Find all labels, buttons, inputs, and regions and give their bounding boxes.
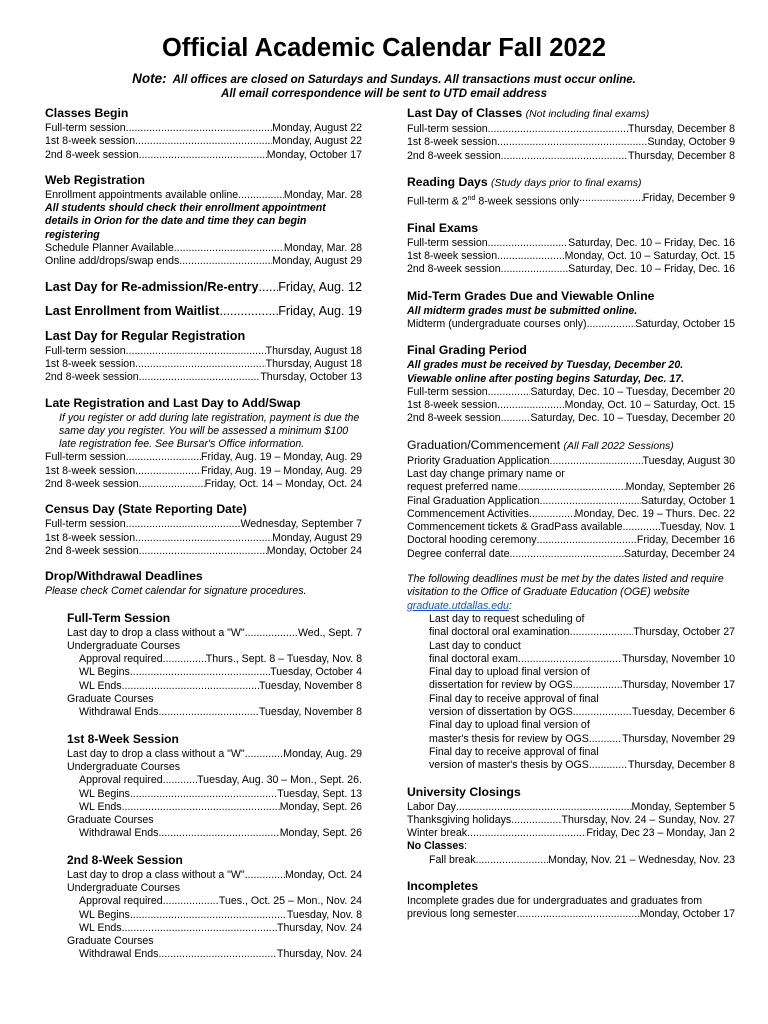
row-label: version of master's thesis by OGS xyxy=(429,759,589,772)
date-row xyxy=(407,908,735,921)
row-label: Online add/drops/swap ends xyxy=(45,255,180,268)
row-date: Thursday, October 27 xyxy=(633,626,735,639)
date-row xyxy=(407,679,735,692)
row-label: 1st 8-week session xyxy=(45,135,136,148)
final-grading-heading: Final Grading Period xyxy=(407,343,527,358)
census-day-section xyxy=(45,502,362,558)
row-date: Thursday, December 8 xyxy=(628,123,735,135)
full-term-session-heading: Full-Term Session xyxy=(67,610,171,625)
row-label: Approval required xyxy=(79,774,163,787)
row-date: Thursday, December 8 xyxy=(628,759,735,772)
row-label: Midterm (undergraduate courses only) xyxy=(407,317,587,330)
date-row xyxy=(407,237,735,250)
row-date: Thursday, November 17 xyxy=(622,679,735,692)
row-date: Monday, October 24 xyxy=(266,544,362,557)
date-row xyxy=(407,521,735,534)
row-date: Monday, August 29 xyxy=(272,255,362,268)
row-date: Thursday, October 13 xyxy=(260,371,362,384)
row-date: Monday, Oct. 24 xyxy=(285,868,362,881)
row-label: Full-term session xyxy=(45,344,126,357)
final-grading-note-1: All grades must be received by Tuesday, December 20. xyxy=(407,359,684,372)
undergraduate-courses-label: Undergraduate Courses xyxy=(67,639,181,652)
row-label: 1st 8-week session xyxy=(45,531,136,544)
date-row xyxy=(407,706,735,719)
row-date: Friday, Aug. 19 – Monday, Aug. 29 xyxy=(201,464,362,477)
date-row xyxy=(407,653,735,666)
row-label xyxy=(407,192,579,209)
note-line-2: All email correspondence will be sent to UTD email address xyxy=(221,88,547,100)
date-row xyxy=(407,136,735,149)
date-row xyxy=(45,895,362,908)
date-row xyxy=(45,518,362,531)
midterm-note: All midterm grades must be submitted online. xyxy=(407,304,638,317)
row-label: version of dissertation by OGS xyxy=(429,706,573,719)
classes-begin-section xyxy=(45,106,362,162)
row-label: 1st 8-week session xyxy=(45,464,136,477)
row-label: 1st 8-week session xyxy=(407,136,498,149)
row-label: final doctoral exam xyxy=(429,652,518,665)
date-row xyxy=(407,455,735,468)
date-row xyxy=(407,814,735,827)
row-date: Friday, Dec 23 – Monday, Jan 2 xyxy=(586,827,735,840)
row-label: WL Ends xyxy=(79,921,122,934)
date-row xyxy=(45,666,362,679)
no-classes-label: No Classes xyxy=(407,840,465,853)
date-row xyxy=(45,869,362,882)
row-label: Last Day for Re-admission/Re-entry xyxy=(45,279,259,294)
web-registration-heading: Web Registration xyxy=(45,172,145,187)
row-date: Saturday, Dec. 10 – Friday, Dec. 16 xyxy=(568,263,735,276)
date-row xyxy=(45,451,362,464)
oge-item-line: Last day to conduct xyxy=(429,639,521,652)
date-row xyxy=(407,801,735,814)
date-row xyxy=(407,412,735,425)
reading-days-heading: Reading Days xyxy=(407,174,488,189)
date-row xyxy=(407,250,735,263)
row-date: Friday, Aug. 19 – Monday, Aug. 29 xyxy=(201,451,362,464)
date-row xyxy=(407,508,735,521)
reading-days-section xyxy=(407,175,735,209)
date-row xyxy=(45,827,362,840)
date-row xyxy=(45,909,362,922)
row-date: Sunday, October 9 xyxy=(647,136,735,149)
enrollment-appointment-note: All students should check their enrollment appointment details in Orion for the date and time they can begin registering xyxy=(45,202,326,241)
date-row xyxy=(45,948,362,961)
row-date: Thurs., Sept. 8 – Tuesday, Nov. 8 xyxy=(205,653,362,666)
graduation-subtitle: (All Fall 2022 Sessions) xyxy=(563,439,674,452)
no-classes-line xyxy=(407,840,735,853)
row-date: Friday, Aug. 12 xyxy=(278,279,362,294)
undergraduate-courses-label: Undergraduate Courses xyxy=(67,760,181,773)
oge-item-line: Final day to upload final version of xyxy=(429,719,590,732)
row-date: Monday, Dec. 19 – Thurs. Dec. 22 xyxy=(574,507,735,520)
page-title: Official Academic Calendar Fall 2022 xyxy=(161,34,607,62)
row-date: Saturday, Dec. 10 – Friday, Dec. 16 xyxy=(568,236,735,249)
row-date: Monday, Aug. 29 xyxy=(283,747,362,760)
row-date: Thursday, Nov. 24 xyxy=(277,921,362,934)
second-8-week-heading: 2nd 8-Week Session xyxy=(67,852,183,867)
row-date: Friday, Aug. 19 xyxy=(278,303,362,318)
date-row xyxy=(407,548,735,561)
row-label: 2nd 8-week session xyxy=(45,544,139,557)
date-row xyxy=(45,653,362,666)
row-label: Commencement tickets & GradPass available xyxy=(407,521,623,534)
date-row xyxy=(45,706,362,719)
incompletes-line: Incomplete grades due for undergraduates and graduates from xyxy=(407,895,703,907)
row-date: Monday, Sept. 26 xyxy=(279,827,362,840)
university-closings-heading: University Closings xyxy=(407,784,521,799)
date-row xyxy=(45,748,362,761)
drop-withdrawal-note: Please check Comet calendar for signature procedures. xyxy=(45,585,307,598)
row-date: Tuesday, August 30 xyxy=(642,454,735,467)
oge-intro-text: The following deadlines must be met by the dates listed and require visitation to the Office of Graduate Education (OGE) website xyxy=(407,573,724,599)
date-row xyxy=(45,189,362,202)
final-grading-section xyxy=(407,343,735,425)
row-label: 2nd 8-week session xyxy=(407,263,501,276)
row-date: Monday, October 17 xyxy=(639,908,735,921)
last-day-classes-heading: Last Day of Classes xyxy=(407,106,523,120)
row-label: Last day to drop a class without a "W" xyxy=(67,868,245,881)
final-exams-section xyxy=(407,221,735,277)
row-label: Full-term session xyxy=(45,451,126,464)
change-name-line: Last day change primary name or xyxy=(407,467,565,480)
row-date: Tuesday, November 8 xyxy=(258,679,362,692)
row-label: final doctoral oral examination xyxy=(429,626,570,639)
regular-registration-heading: Last Day for Regular Registration xyxy=(45,328,246,343)
date-row xyxy=(407,481,735,494)
university-closings-section xyxy=(407,785,735,867)
row-date: Saturday, December 24 xyxy=(623,547,735,560)
row-label: WL Ends xyxy=(79,800,122,813)
row-date: Wed., Sept. 7 xyxy=(298,626,362,639)
row-date: Monday, Nov. 21 – Wednesday, Nov. 23 xyxy=(548,853,735,866)
date-row xyxy=(407,399,735,412)
row-date: Tuesday, November 8 xyxy=(258,706,362,719)
graduation-heading: Graduation/Commencement xyxy=(407,437,561,452)
row-date: Friday, December 9 xyxy=(642,191,735,204)
midterm-heading: Mid-Term Grades Due and Viewable Online xyxy=(407,288,655,303)
row-date: Tuesday, Nov. 8 xyxy=(286,908,362,921)
row-label: Thanksgiving holidays xyxy=(407,813,512,826)
oge-item-line: Final day to upload final version of xyxy=(429,666,590,679)
graduate-courses-label: Graduate Courses xyxy=(67,814,154,827)
incompletes-heading: Incompletes xyxy=(407,879,479,893)
row-date: Saturday, October 15 xyxy=(635,317,735,330)
row-label-part: Full-term & 2 xyxy=(407,195,468,208)
row-label: Degree conferral date xyxy=(407,547,510,560)
row-date: Thursday, August 18 xyxy=(265,357,362,370)
row-label: WL Begins xyxy=(79,666,130,679)
date-row xyxy=(45,122,362,135)
date-row xyxy=(407,534,735,547)
date-row xyxy=(45,774,362,787)
row-date: Saturday, October 1 xyxy=(640,494,735,507)
date-row xyxy=(407,854,735,867)
row-label: Commencement Activities xyxy=(407,507,529,520)
row-label: 2nd 8-week session xyxy=(407,412,501,425)
date-row xyxy=(45,627,362,640)
row-label: 1st 8-week session xyxy=(407,250,498,263)
row-label: Approval required xyxy=(79,895,163,908)
date-row xyxy=(407,827,735,840)
row-date: Monday, Mar. 28 xyxy=(283,242,362,255)
row-date: Monday, August 22 xyxy=(272,122,362,134)
row-label: Last day to drop a class without a "W" xyxy=(67,626,245,639)
date-row xyxy=(45,242,362,255)
row-label: 2nd 8-week session xyxy=(45,478,139,491)
date-row xyxy=(45,371,362,384)
graduate-courses-label: Graduate Courses xyxy=(67,935,154,948)
row-date: Monday, Mar. 28 xyxy=(283,188,362,201)
incompletes-section xyxy=(407,879,735,922)
undergraduate-courses-label: Undergraduate Courses xyxy=(67,881,181,894)
row-label: Withdrawal Ends xyxy=(79,948,159,961)
date-row xyxy=(45,922,362,935)
date-row xyxy=(407,263,735,276)
row-date: Monday, September 26 xyxy=(625,481,735,494)
row-date: Tuesday, Nov. 1 xyxy=(659,521,735,534)
row-date: Monday, August 29 xyxy=(272,531,362,544)
row-date: Saturday, Dec. 10 – Tuesday, December 20 xyxy=(530,412,735,425)
final-grading-note-2: Viewable online after posting begins Saturday, Dec. 17. xyxy=(407,372,685,385)
row-label: WL Begins xyxy=(79,908,130,921)
row-label: Priority Graduation Application xyxy=(407,454,550,467)
row-label: WL Begins xyxy=(79,787,130,800)
office-closure-note xyxy=(0,72,768,101)
census-day-heading: Census Day (State Reporting Date) xyxy=(45,502,247,517)
drop-withdrawal-section xyxy=(45,569,362,962)
date-row xyxy=(45,255,362,268)
readmission-section xyxy=(45,280,362,295)
no-classes-colon: : xyxy=(464,840,468,853)
date-row xyxy=(45,345,362,358)
classes-begin-heading: Classes Begin xyxy=(45,106,129,120)
row-date: Thursday, December 8 xyxy=(628,149,735,162)
row-label: dissertation for review by OGS xyxy=(429,679,573,692)
first-8-week-heading: 1st 8-Week Session xyxy=(67,731,179,746)
web-registration-section xyxy=(45,173,362,269)
drop-withdrawal-heading: Drop/Withdrawal Deadlines xyxy=(45,569,203,584)
reading-days-subtitle: (Study days prior to final exams) xyxy=(491,176,642,189)
row-date: Thursday, Nov. 24 xyxy=(277,948,362,961)
oge-section xyxy=(407,573,735,772)
date-row xyxy=(45,478,362,491)
date-row xyxy=(407,759,735,772)
date-row xyxy=(407,123,735,136)
graduate-courses-label: Graduate Courses xyxy=(67,693,154,706)
late-registration-note: If you register or add during late registration, payment is due the same day you register. You will be assessed a minimum $100 late registration fee. See Bursar's Office information. xyxy=(59,411,360,451)
oge-item-line: Final day to receive approval of final xyxy=(429,745,599,758)
row-date: Monday, October 17 xyxy=(266,148,362,161)
late-registration-heading: Late Registration and Last Day to Add/Swap xyxy=(45,395,301,410)
row-label: Full-term session xyxy=(45,122,126,134)
regular-registration-section xyxy=(45,329,362,385)
oge-website-link[interactable]: graduate.utdallas.edu xyxy=(407,599,509,612)
row-date: Friday, December 16 xyxy=(636,534,735,547)
row-date: Tues., Oct. 25 – Mon., Nov. 24 xyxy=(218,895,362,908)
date-row xyxy=(407,150,735,163)
row-label: Approval required xyxy=(79,653,163,666)
date-row xyxy=(45,358,362,371)
date-row xyxy=(45,135,362,148)
date-row xyxy=(407,192,735,209)
row-label: master's thesis for review by OGS xyxy=(429,732,589,745)
ordinal-suffix: nd xyxy=(467,194,476,202)
row-date: Wednesday, September 7 xyxy=(240,518,362,531)
row-label: 1st 8-week session xyxy=(407,399,498,412)
row-label: Full-term session xyxy=(407,236,488,249)
date-row xyxy=(45,532,362,545)
row-date: Monday, Oct. 10 – Saturday, Oct. 15 xyxy=(564,399,735,412)
row-label: request preferred name xyxy=(407,481,518,494)
row-label: previous long semester xyxy=(407,908,517,921)
row-label: Winter break xyxy=(407,827,468,840)
date-row xyxy=(45,680,362,693)
oge-item-line: Last day to request scheduling of xyxy=(429,612,585,625)
date-row xyxy=(45,788,362,801)
row-date: Monday, September 5 xyxy=(631,800,735,813)
row-date: Thursday, November 29 xyxy=(622,732,735,745)
row-label: 2nd 8-week session xyxy=(45,371,139,384)
row-date: Tuesday, Sept. 13 xyxy=(277,787,362,800)
row-label: Schedule Planner Available xyxy=(45,242,174,255)
row-label: Fall break xyxy=(429,853,476,866)
row-date: Monday, Oct. 10 – Saturday, Oct. 15 xyxy=(564,250,735,263)
row-label: Final Graduation Application xyxy=(407,494,540,507)
row-label: 2nd 8-week session xyxy=(407,149,501,162)
date-row xyxy=(45,149,362,162)
note-line-1: All offices are closed on Saturdays and Sundays. All transactions must occur online. xyxy=(172,74,636,86)
date-row xyxy=(45,545,362,558)
final-exams-heading: Final Exams xyxy=(407,220,479,235)
row-date: Friday, Oct. 14 – Monday, Oct. 24 xyxy=(204,478,362,491)
left-column xyxy=(45,106,362,973)
row-label: Full-term session xyxy=(45,518,126,531)
oge-colon: : xyxy=(508,599,512,612)
last-day-classes-section xyxy=(407,106,735,163)
row-date: Monday, Sept. 26 xyxy=(279,800,362,813)
row-label: WL Ends xyxy=(79,679,122,692)
row-label: Withdrawal Ends xyxy=(79,706,159,719)
midterm-section xyxy=(407,289,735,332)
row-label: Enrollment appointments available online xyxy=(45,188,239,201)
row-label: Doctoral hooding ceremony xyxy=(407,534,537,547)
row-label: Labor Day xyxy=(407,800,456,813)
row-date: Saturday, Dec. 10 – Tuesday, December 20 xyxy=(530,385,735,398)
last-day-classes-subtitle: (Not including final exams) xyxy=(525,108,650,120)
row-date: Tuesday, Aug. 30 – Mon., Sept. 26. xyxy=(197,774,362,787)
date-row xyxy=(45,465,362,478)
late-registration-section xyxy=(45,396,362,492)
waitlist-row xyxy=(45,304,362,319)
row-label: 1st 8-week session xyxy=(45,357,136,370)
row-label: Last day to drop a class without a "W" xyxy=(67,747,245,760)
date-row xyxy=(45,801,362,814)
row-date: Tuesday, October 4 xyxy=(270,666,362,679)
date-row xyxy=(407,386,735,399)
row-label: Withdrawal Ends xyxy=(79,827,159,840)
date-row xyxy=(407,626,735,639)
row-label-part: 8-week sessions only xyxy=(475,195,580,208)
date-row xyxy=(407,495,735,508)
row-label: 2nd 8-week session xyxy=(45,148,139,161)
oge-item-line: Final day to receive approval of final xyxy=(429,692,599,705)
date-row xyxy=(407,733,735,746)
row-date: Thursday, August 18 xyxy=(265,344,362,357)
oge-intro xyxy=(407,573,735,613)
row-date: Thursday, Nov. 24 – Sunday, Nov. 27 xyxy=(561,813,735,826)
row-date: Thursday, November 10 xyxy=(622,652,735,665)
date-row xyxy=(407,318,735,331)
readmission-row xyxy=(45,280,362,295)
graduation-section xyxy=(407,438,735,561)
row-date: Monday, August 22 xyxy=(272,135,362,148)
right-column xyxy=(407,106,735,933)
note-label: Note: xyxy=(132,71,167,86)
row-date: Tuesday, December 6 xyxy=(631,706,735,719)
row-label: Last Enrollment from Waitlist xyxy=(45,303,220,318)
waitlist-section xyxy=(45,304,362,319)
row-label: Full-term session xyxy=(407,385,488,398)
row-label: Full-term session xyxy=(407,123,488,135)
